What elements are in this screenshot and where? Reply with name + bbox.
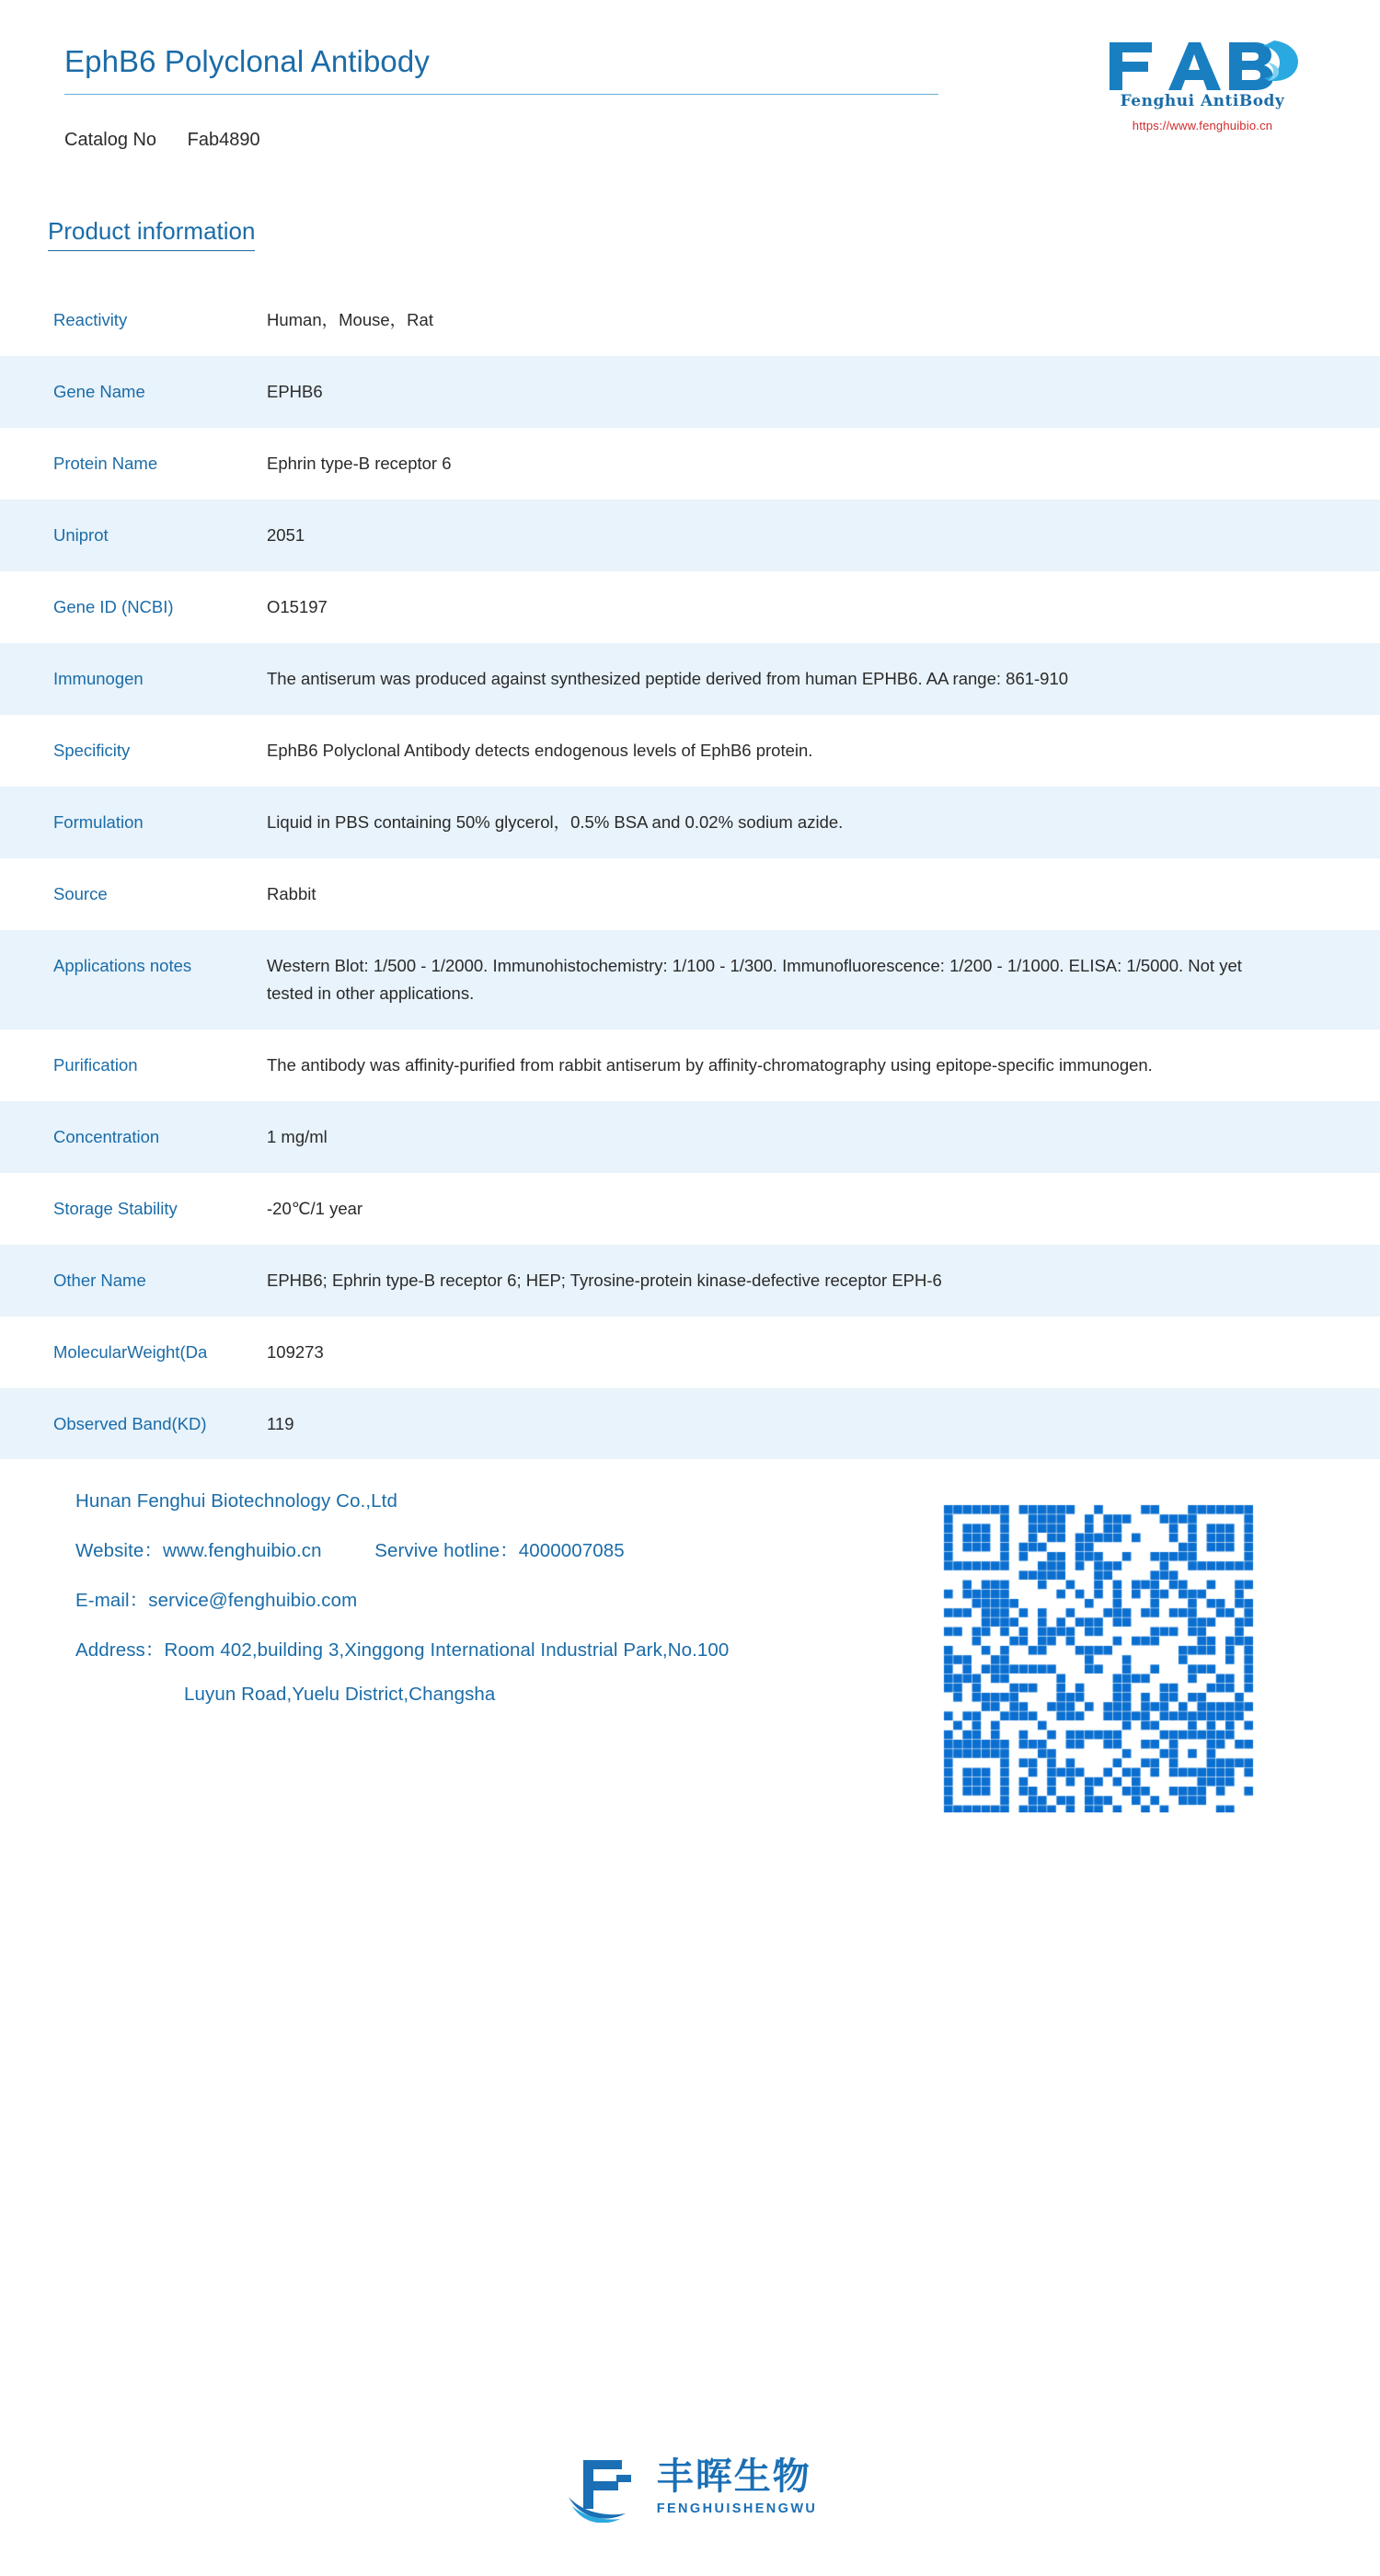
footer-company: Hunan Fenghui Biotechnology Co.,Ltd (75, 1490, 397, 1512)
row-label: Reactivity (53, 310, 128, 329)
footer-email: E-mail：service@fenghuibio.com (75, 1590, 358, 1612)
document-footer (0, 1490, 1380, 1822)
row-label: Storage Stability (53, 1198, 178, 1218)
row-value: Ephrin type-B receptor 6 (267, 453, 452, 473)
row-label: Other Name (0, 1245, 267, 1317)
logo-url: https://www.fenghuibio.cn (1132, 119, 1273, 132)
row-value: 119 (267, 1388, 1380, 1460)
table-row (0, 1317, 1380, 1388)
table-row (0, 930, 1380, 1029)
table-row (0, 1388, 1380, 1460)
row-label: Uniprot (0, 500, 267, 571)
row-label: Observed Band(KD) (0, 1388, 267, 1460)
footer-brand-cn: 丰晖生物 (656, 2455, 811, 2498)
catalog-label: Catalog No (64, 130, 157, 150)
page-title: EphB6 Polyclonal Antibody (64, 44, 938, 95)
table-row (0, 1029, 1380, 1101)
catalog-value: Fab4890 (187, 130, 260, 150)
row-label: Concentration (0, 1101, 267, 1173)
table-row (0, 1245, 1380, 1317)
table-row (0, 356, 1380, 428)
section-title: Product information (48, 217, 255, 251)
row-label: MolecularWeight(Da (53, 1341, 208, 1362)
row-value: Rabbit (267, 883, 316, 903)
table-row (0, 1101, 1380, 1173)
footer-brand-text (656, 2455, 818, 2516)
row-value: 2051 (267, 500, 1380, 571)
row-value: The antiserum was produced against synthesized peptide derived from human EPHB6. AA range: 861-910 (267, 643, 1380, 715)
row-value: EPHB6; Ephrin type-B receptor 6; HEP; Tyrosine-protein kinase-defective receptor EPH-6 (267, 1245, 1380, 1317)
row-value: O15197 (267, 596, 328, 616)
table-row (0, 284, 1380, 356)
table-row (0, 715, 1380, 787)
table-row (0, 1173, 1380, 1245)
catalog-row (64, 130, 1316, 151)
row-label: Immunogen (0, 643, 267, 715)
row-label: Formulation (0, 787, 267, 858)
row-label: Protein Name (53, 453, 158, 473)
fenghui-mark-icon (563, 2451, 648, 2523)
document-header (0, 0, 1380, 175)
footer-address-line2: Luyun Road,Yuelu District,Changsha (184, 1684, 496, 1706)
table-row (0, 787, 1380, 858)
row-value: EPHB6 (267, 356, 1380, 428)
logo-subtitle: Fenghui AntiBody (1120, 92, 1285, 110)
row-value: Human，Mouse，Rat (267, 310, 433, 329)
row-label: Gene ID (NCBI) (53, 596, 174, 616)
row-label: Source (53, 883, 108, 903)
footer-brand-en: FENGHUISHENGWU (656, 2501, 818, 2516)
row-value: The antibody was affinity-purified from rabbit antiserum by affinity-chromatography using epitope-specific immunogen. (267, 1054, 1153, 1075)
row-label: Specificity (53, 740, 131, 760)
row-label: Purification (53, 1054, 138, 1075)
table-row (0, 500, 1380, 571)
footer-brand-logo (0, 2451, 1380, 2523)
row-value: EphB6 Polyclonal Antibody detects endogenous levels of EphB6 protein. (267, 740, 813, 760)
fab-logo-icon (1104, 35, 1302, 90)
row-value: Western Blot: 1/500 - 1/2000. Immunohistochemistry: 1/100 - 1/300. Immunofluorescence: 1/200 - 1/1000. ELISA: 1/5000. Not yet tested in other applications. (267, 930, 1380, 1029)
row-value: 1 mg/ml (267, 1101, 1380, 1173)
table-row (0, 858, 1380, 930)
product-information-table (0, 284, 1380, 1459)
brand-logo (1087, 35, 1317, 132)
row-value: 109273 (267, 1341, 324, 1362)
qr-code (940, 1501, 1271, 1812)
row-value: -20℃/1 year (267, 1198, 363, 1218)
row-value: Liquid in PBS containing 50% glycerol，0.5% BSA and 0.02% sodium azide. (267, 787, 1380, 858)
table-row (0, 571, 1380, 643)
footer-hotline: Servive hotline：4000007085 (374, 1540, 625, 1562)
table-row (0, 643, 1380, 715)
row-label: Applications notes (0, 930, 267, 1029)
row-label: Gene Name (0, 356, 267, 428)
footer-website: Website：www.fenghuibio.cn (75, 1540, 322, 1562)
footer-address: Address：Room 402,building 3,Xinggong International Industrial Park,No.100 (75, 1639, 730, 1662)
table-row (0, 428, 1380, 500)
